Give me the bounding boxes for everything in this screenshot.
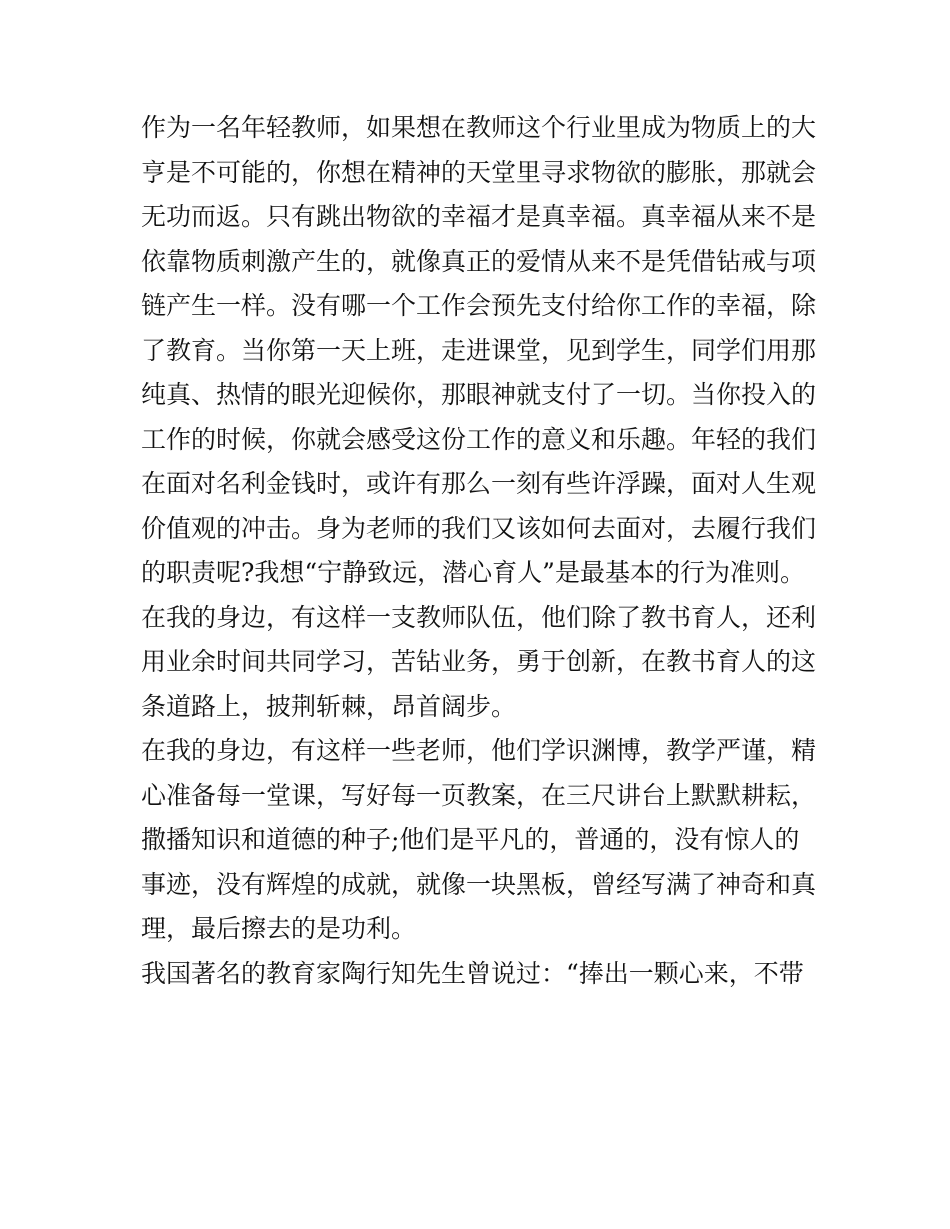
text-line: 事迹，没有辉煌的成就，就像一块黑板，曾经写满了神奇和真	[141, 869, 817, 899]
text-line: 作为一名年轻教师，如果想在教师这个行业里成为物质上的大	[141, 113, 817, 142]
text-line: 工作的时候，你就会感受这份工作的意义和乐趣。年轻的我们	[141, 424, 817, 454]
text-line: 亨是不可能的，你想在精神的天堂里寻求物欲的膨胀，那就会	[141, 157, 817, 187]
text-line: 条道路上，披荆斩棘，昂首阔步。	[141, 691, 517, 721]
text-line: 的职责呢?我想“宁静致远，潜心育人”是最基本的行为准则。	[141, 558, 805, 587]
text-line: 依靠物质刺激产生的，就像真正的爱情从来不是凭借钻戒与项	[141, 246, 817, 276]
text-line: 用业余时间共同学习，苦钻业务，勇于创新，在教书育人的这	[141, 647, 817, 676]
text-line: 了教育。当你第一天上班，走进课堂，见到学生，同学们用那	[141, 335, 817, 365]
text-line: 心准备每一堂课，写好每一页教案，在三尺讲台上默默耕耘，	[141, 780, 817, 810]
text-line: 在我的身边，有这样一支教师队伍，他们除了教书育人，还利	[141, 602, 817, 632]
text-line: 我国著名的教育家陶行知先生曾说过：“捧出一颗心来，不带	[141, 958, 804, 988]
text-line: 链产生一样。没有哪一个工作会预先支付给你工作的幸福，除	[141, 291, 817, 320]
document-body	[141, 106, 821, 996]
text-line: 纯真、热情的眼光迎候你，那眼神就支付了一切。当你投入的	[141, 380, 817, 409]
text-line: 无功而返。只有跳出物欲的幸福才是真幸福。真幸福从来不是	[141, 202, 817, 231]
text-line: 理，最后擦去的是功利。	[141, 914, 417, 943]
text-line: 在面对名利金钱时，或许有那么一刻有些许浮躁，面对人生观	[141, 469, 817, 498]
text-line: 价值观的冲击。身为老师的我们又该如何去面对，去履行我们	[141, 513, 817, 543]
text-line: 撒播知识和道德的种子;他们是平凡的，普通的，没有惊人的	[141, 825, 800, 854]
text-line: 在我的身边，有这样一些老师，他们学识渊博，教学严谨，精	[141, 736, 817, 765]
